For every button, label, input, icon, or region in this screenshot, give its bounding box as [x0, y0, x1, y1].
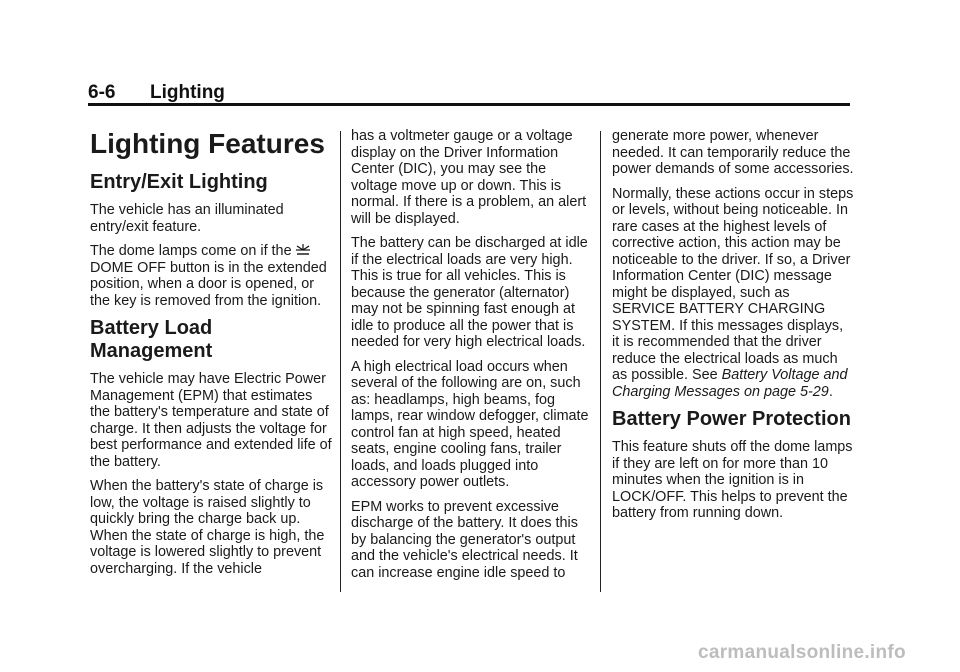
paragraph-text: .: [828, 383, 833, 400]
column-1: [90, 128, 332, 577]
paragraph: The vehicle may have Electric Power Management (EPM) that estimates the battery's temperature and state of charge. It then adjusts the voltage for best performance and extended life of the battery.: [90, 371, 332, 470]
watermark: carmanualsonline.info: [698, 642, 906, 663]
section-heading-battery-protection: Battery Power Protection: [612, 408, 851, 430]
dome-lamp-icon: [295, 243, 311, 257]
cross-reference-link[interactable]: Battery Voltage and Charging Messages on page 5-29: [612, 367, 848, 400]
section-heading-entry-exit: Entry/Exit Lighting: [90, 171, 268, 193]
page-header: [88, 82, 850, 104]
page-title: Lighting Features: [90, 128, 325, 159]
paragraph-text: Normally, these actions occur in steps or levels, without being noticeable. In rare cases at the highest levels of corrective action, this action may be noticeable to the driver. If so, a Driver Information Center (DIC) message might be displayed, such as SERVICE BATTERY CHARGING SYSTEM. If this messages displays, it is recommended that the driver reduce the electrical loads as much as possible. See: [612, 185, 854, 383]
paragraph: [612, 186, 854, 401]
column-divider: [600, 131, 601, 592]
paragraph: The battery can be discharged at idle if the electrical loads are very high. This is true for all vehicles. This is because the generator (alternator) may not be spinning fast enough at idle to produce all the power that is needed for very high electrical loads.: [351, 235, 588, 350]
paragraph: generate more power, whenever needed. It can temporarily reduce the power demands of some accessories.: [612, 128, 854, 177]
column-3: [612, 128, 854, 522]
paragraph: When the battery's state of charge is low, the voltage is raised slightly to quickly bring the charge back up. When the state of charge is high, the voltage is lowered slightly to prevent overcharging. If the vehicle: [90, 478, 325, 577]
header-rule: [88, 103, 850, 106]
page-number: 6-6: [88, 82, 116, 103]
paragraph-text: DOME OFF button is in the extended position, when a door is opened, or the key is removed from the ignition.: [90, 259, 327, 309]
column-divider: [340, 131, 341, 592]
column-2: [351, 128, 593, 581]
paragraph: has a voltmeter gauge or a voltage display on the Driver Information Center (DIC), you may see the voltage move up or down. This is normal. If there is a problem, an alert will be displayed.: [351, 128, 587, 227]
paragraph: A high electrical load occurs when several of the following are on, such as: headlamps, high beams, fog lamps, rear window defogger, climate control fan at high speed, heated seats, engine cooling fans, trailer loads, and loads plugged into accessory power outlets.: [351, 358, 589, 490]
paragraph: The vehicle has an illuminated entry/exit feature.: [90, 202, 284, 235]
paragraph: [90, 243, 332, 309]
paragraph: This feature shuts off the dome lamps if they are left on for more than 10 minutes when the ignition is in LOCK/OFF. This helps to prevent the battery from running down.: [612, 439, 853, 521]
paragraph-text: The dome lamps come on if the: [90, 243, 292, 259]
section-title: Lighting: [150, 82, 225, 103]
section-heading-battery-load: Battery Load Management: [90, 317, 213, 362]
paragraph: EPM works to prevent excessive discharge of the battery. It does this by balancing the generator's output and the vehicle's electrical needs. It can increase engine idle speed to: [351, 498, 578, 581]
